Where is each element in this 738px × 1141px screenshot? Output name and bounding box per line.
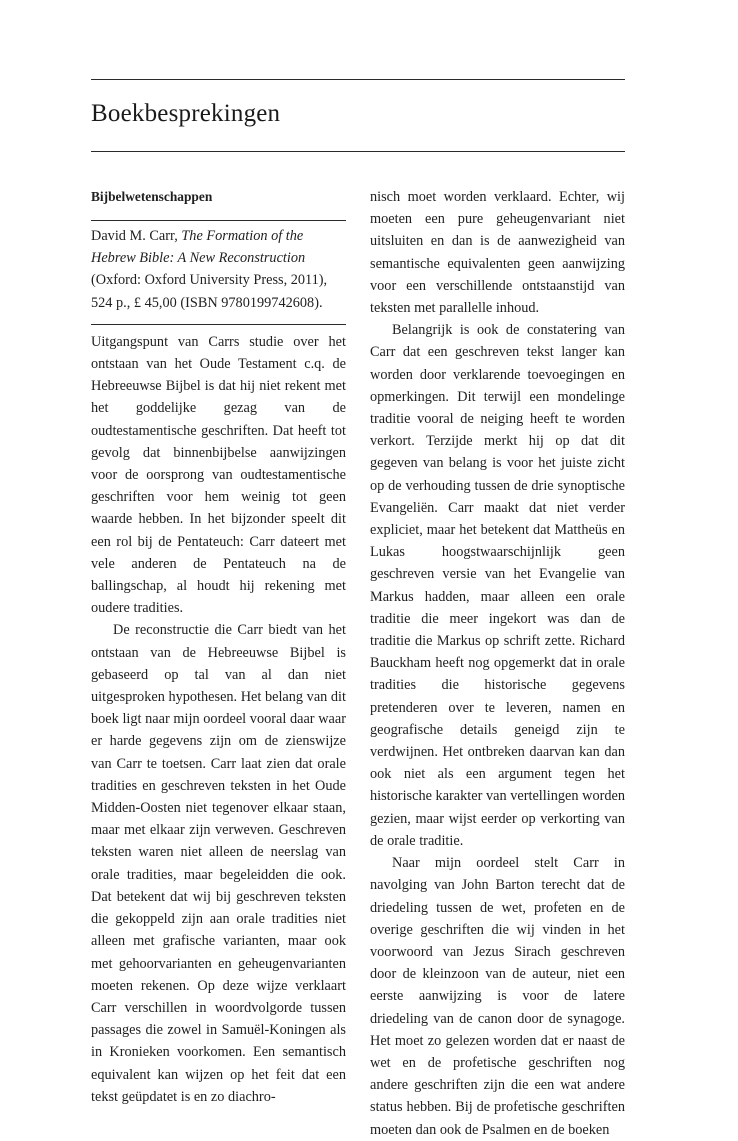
- right-column: [370, 186, 625, 1141]
- section-rule-bottom: [91, 324, 346, 325]
- paragraph-2-part-1: De reconstructie die Carr biedt van het ontstaan van de Hebreeuwse Bijbel is gebaseerd op tal van al dan niet uitgesproken hypothesen. Het belang van dit boek ligt naar mijn oordeel vooral daar waar er harde gegevens zijn om de zienswijze van Carr te toetsen. Carr laat zien dat orale tradities en geschreven teksten in het Oude Midden-Oosten niet tegenover elkaar staan, maar met elkaar zijn verweven. Geschreven teksten waren niet alleen de neerslag van orale tradities, maar begeleidden die ook. Dat betekent dat wij bij geschreven teksten die gekoppeld zijn aan orale tradities niet alleen met grafische varianten, maar ook met gehoorvarianten en geheugenvarianten moeten rekenen. Op deze wijze verklaart Carr verschillen in woordvolgorde tussen passages die zowel in Samuël-Koningen als in Kronieken voorkomen. Een semantisch equivalent kan wijzen op het feit dat een tekst geüpdatet is en zo diachro-: [91, 622, 346, 1105]
- section-heading: Bijbelwetenschappen: [91, 189, 213, 204]
- book-citation: [91, 225, 346, 314]
- page-title: Boekbesprekingen: [91, 100, 281, 127]
- title-rule: [91, 151, 625, 152]
- paragraph-4: Naar mijn oordeel stelt Carr in navolging van John Barton terecht dat de driedeling tussen de wet, profeten en de overige geschriften die wij vinden in het voorwoord van Jezus Sirach geschreven door de kleinzoon van de auteur, niet een eerste aanwijzing is voor de latere driedeling van de canon door de synagoge. Het moet zo gelezen worden dat er naast de wet en de profetische geschriften nog andere geschriften zijn die een wat andere status hebben. Bij de profetische geschriften moeten dan ook de Psalmen en de boeken: [370, 855, 625, 1138]
- paragraph-1: Uitgangspunt van Carrs studie over het ontstaan van het Oude Testament c.q. de Hebreeuwse Bijbel is dat hij niet rekent met het goddelijke gezag van de oudtestamentische geschriften. Dat heeft tot gevolg dat binnenbijbelse aanwijzingen voor de oorsprong van oudtestamentische geschriften voor hem weinig tot geen waarde hebben. In het bijzonder speelt dit een rol bij de Pentateuch: Carr dateert met vele anderen de Pentateuch na de ballingschap, al houdt hij rekening met oudere tradities.: [91, 333, 346, 617]
- section-rule-top: [91, 220, 346, 221]
- citation-details: (Oxford: Oxford University Press, 2011), 524 p., £ 45,00 (ISBN 9780199742608).: [91, 272, 328, 311]
- paragraph-2-part-2: nisch moet worden verklaard. Echter, wij moeten een pure geheugenvariant niet uitsluiten en dan is de aanwezigheid van semantische equivalenten geen aanwijzing voor een verschillende ontstaanstijd van teksten met parallelle inhoud.: [370, 189, 625, 317]
- citation-author: David M. Carr,: [91, 228, 182, 244]
- paragraph-3: Belangrijk is ook de constatering van Carr dat een geschreven tekst langer kan worden door verklarende toevoegingen en opmerkingen. Dit terwijl een mondelinge traditie vooral de neiging heeft te worden verkort. Terzijde merkt hij op dat dit gegeven van belang is voor het juiste zicht op de verhouding tussen de drie synoptische Evangeliën. Carr maakt dat niet verder expliciet, maar het betekent dat Mattheüs en Lukas hoogstwaarschijnlijk geen geschreven versie van het Evangelie van Markus hadden, maar alleen een orale traditie die meer ingekort was dan de traditie die Markus op schrift zette. Richard Bauckham heeft nog opgemerkt dat in orale tradities die historische gegevens pretenderen over te leveren, namen en geografische details geneigd zijn te verdwijnen. Het ontbreken daarvan kan dan ook niet als een argument tegen het historische karakter van vertellingen worden gezien, maar wijst eerder op verkorting van de orale traditie.: [370, 322, 625, 849]
- citation-book-title: The Formation of the Hebrew Bible: A New Reconstruction: [91, 228, 306, 267]
- top-rule: [91, 79, 625, 80]
- left-column: [91, 186, 346, 1108]
